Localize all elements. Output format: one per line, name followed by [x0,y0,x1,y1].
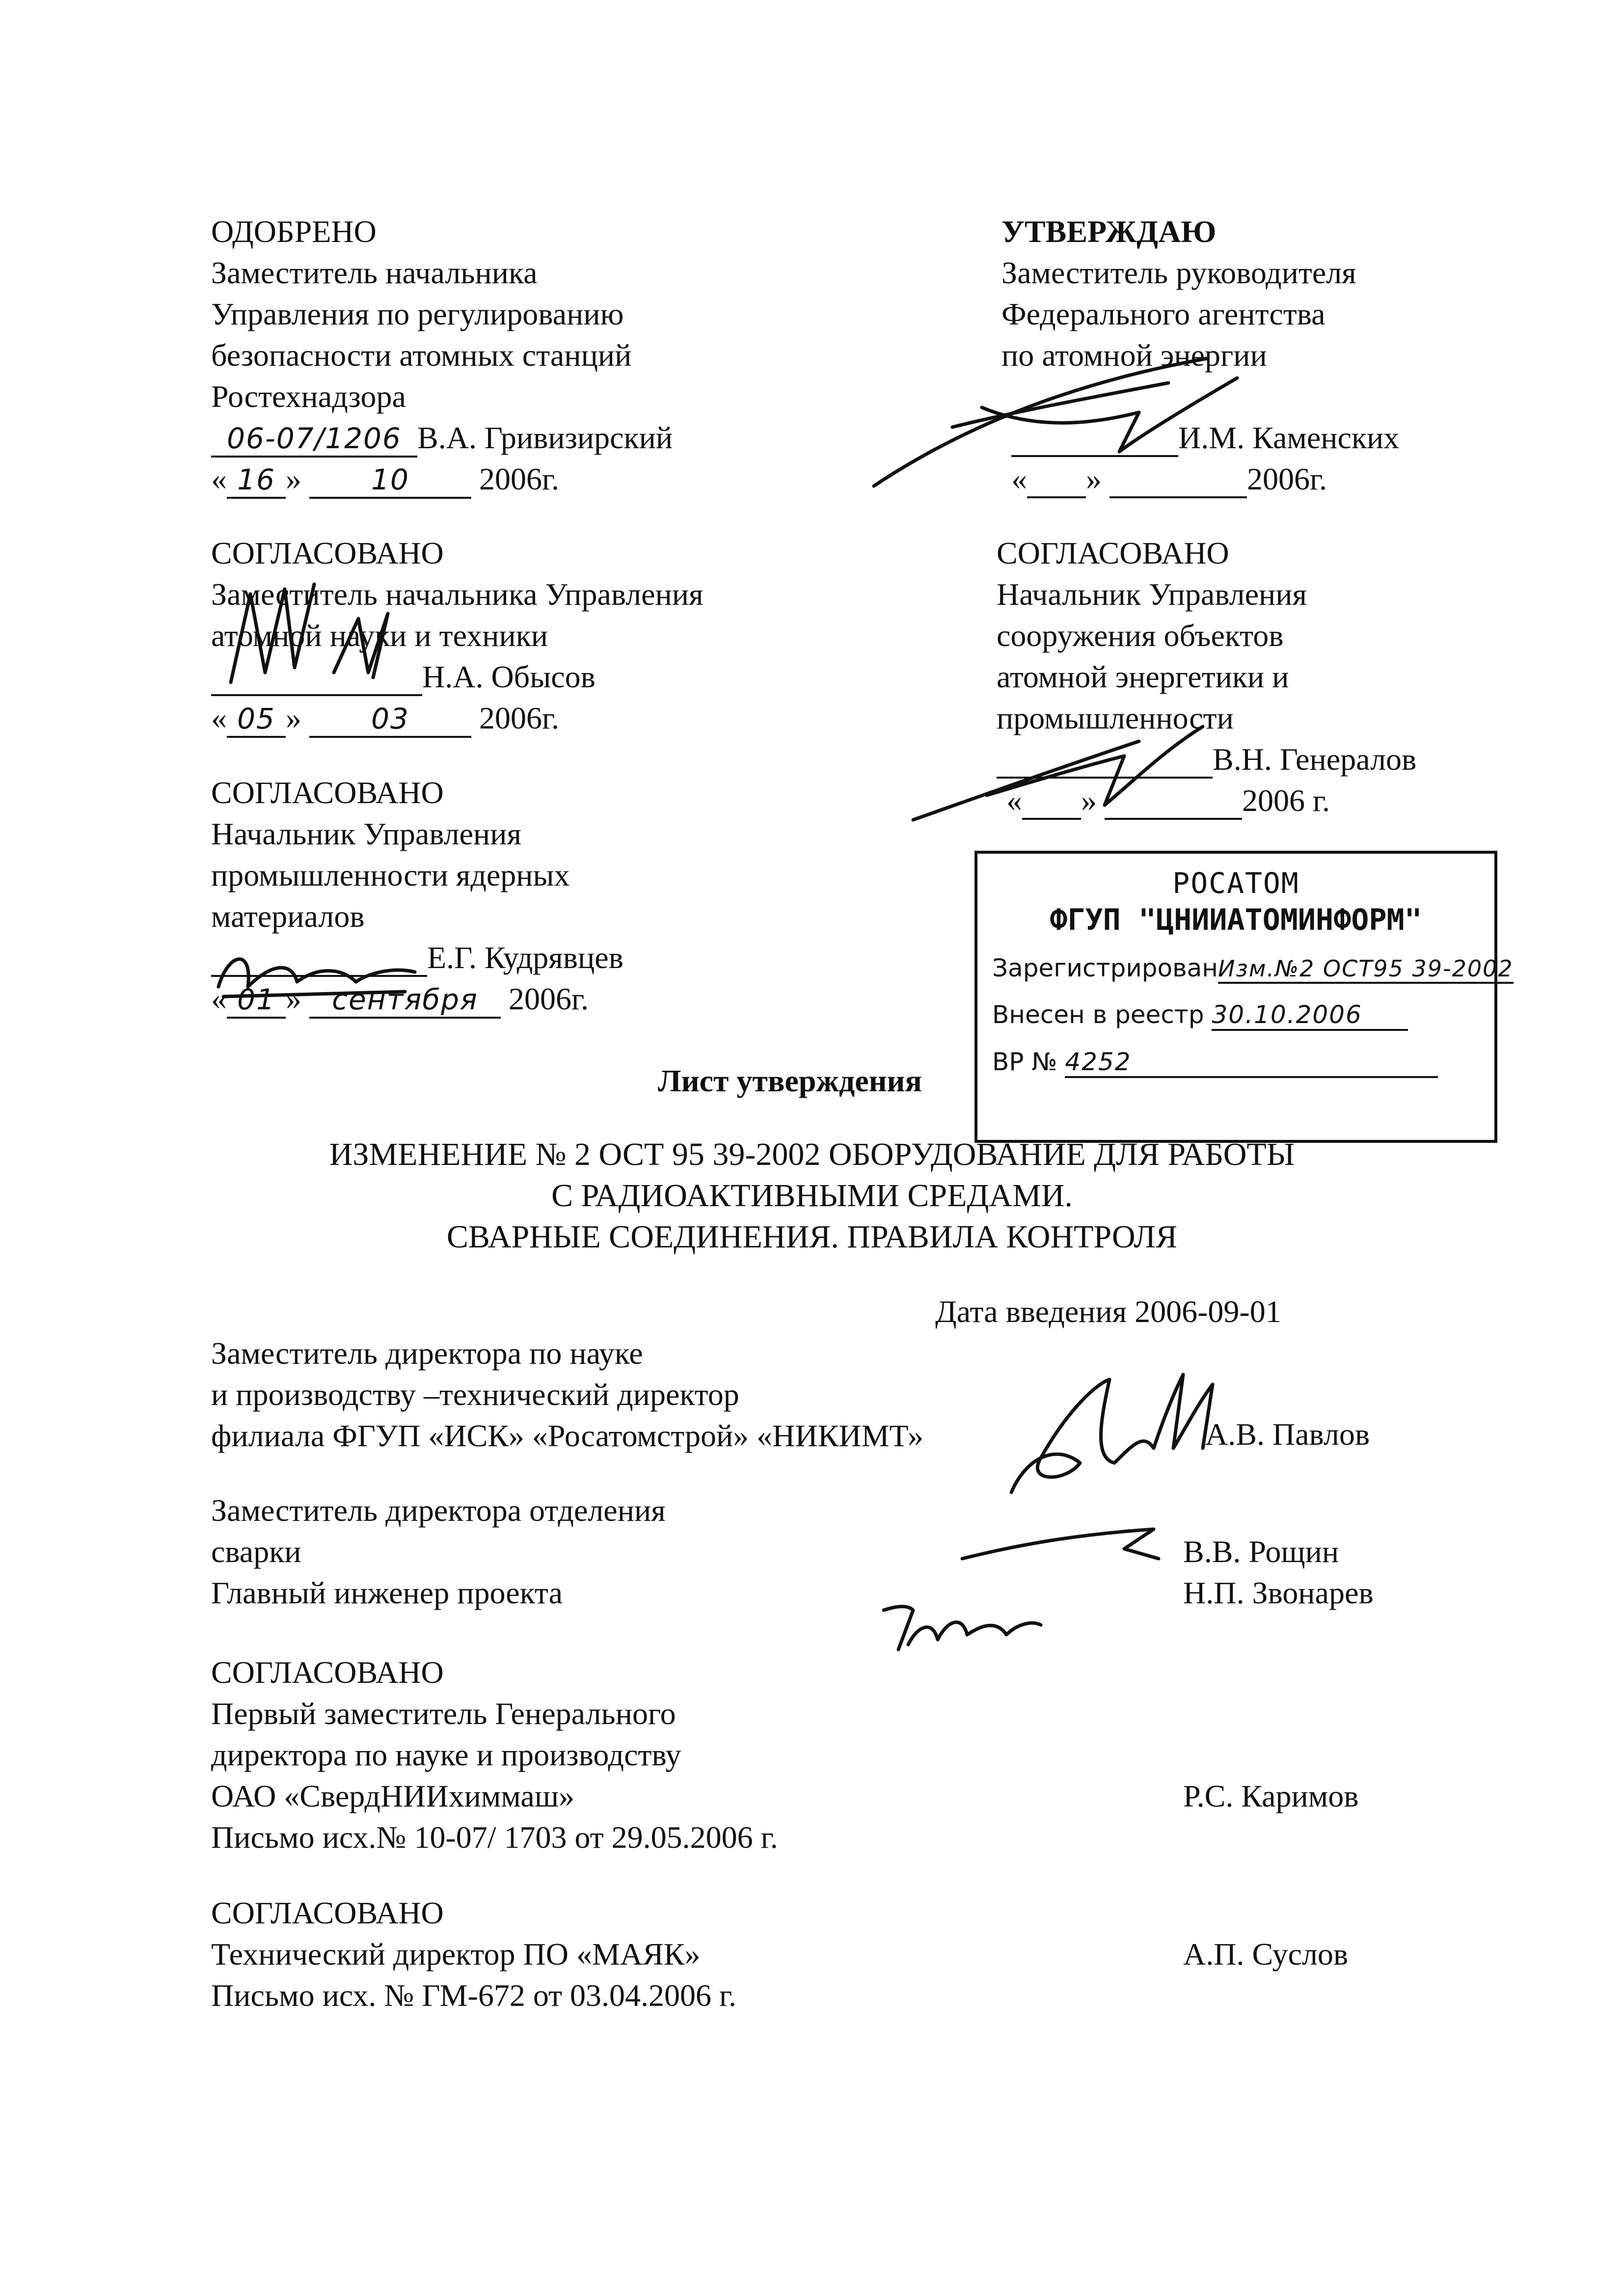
agreed-3-date-day: 01 [227,982,286,1019]
agreed-5-line: Письмо исх. № ГМ-672 от 03.04.2006 г. [211,1978,736,2013]
agreed-5-heading: СОГЛАСОВАНО [211,1895,444,1930]
approved-date-line: « 16 » 10 2006г. [211,459,673,500]
signature-kudryavtsev [209,933,420,1006]
approved-date-month: 10 [309,462,471,499]
confirm-position-line: по атомной энергии [1001,338,1267,373]
signer-name: Н.П. Звонарев [1183,1575,1374,1610]
intro-date: Дата введения 2006-09-01 [935,1294,1281,1329]
confirm-position-line: Федерального агентства [1001,297,1326,331]
title-line: С РАДИОАКТИВНЫМИ СРЕДАМИ. [551,1178,1073,1214]
agreed-3-year: 2006г. [509,981,589,1016]
signer-position-line: и производству –технический директор [211,1377,739,1412]
document-title [0,1134,1624,1258]
agreed-4-block [211,1652,778,1858]
stamp-agency: РОСАТОМ [1172,866,1299,900]
signature-kamenskih [864,353,1247,491]
agreed-2-position-line: промышленности [997,701,1234,735]
confirm-position-line: Заместитель руководителя [1001,255,1356,290]
approved-position-line: Заместитель начальника [211,255,538,290]
signer-position-line: Главный инженер проекта [211,1575,563,1610]
approved-name: В.А. Гривизирский [417,420,673,455]
signature-zvonarev [879,1591,1046,1659]
agreed-2-position-line: сооружения объектов [997,618,1284,653]
confirm-date-line: « » 2006г. [1001,459,1399,500]
stamp-registry-label: Внесен в реестр [992,1000,1204,1029]
signer-name: А.В. Павлов [1205,1417,1370,1452]
stamp-registry-value: 30.10.2006 [1212,1000,1408,1031]
stamp-registry-row [992,1000,1494,1031]
stamp-registered-row [992,954,1514,984]
approved-year: 2006г. [479,461,560,496]
agreed-2-year: 2006 г. [1242,783,1330,818]
sheet-label: Лист утверждения [658,1063,922,1098]
agreed-3-position-line: промышленности ядерных [211,858,570,892]
agreed-3-position-line: материалов [211,899,365,934]
agreed-1-date-month: 03 [309,702,471,738]
title-line: ИЗМЕНЕНИЕ № 2 ОСТ 95 39-2002 ОБОРУДОВАНИЕ ДЛЯ РАБОТЫ [329,1136,1295,1172]
approved-position-line: Ростехнадзора [211,379,406,414]
agreed-3-date-month: сентября [309,982,501,1019]
agreed-2-date-line: « » 2006 г. [997,780,1416,821]
approved-date-day: 16 [227,462,286,499]
signature-generalov [908,722,1213,825]
agreed-1-position-line: атомной науки и техники [211,618,548,653]
registration-stamp [974,851,1514,1143]
agreed-4-heading: СОГЛАСОВАНО [211,1655,444,1690]
agreed-2-position-line: Начальник Управления [997,577,1307,612]
approved-signature-line [211,417,673,459]
agreed-1-year: 2006г. [479,701,560,735]
approved-position-line: Управления по регулированию [211,297,624,331]
stamp-organization: ФГУП "ЦНИИАТОМИНФОРМ" [1050,903,1422,937]
signature-pavlov [997,1365,1222,1502]
stamp-registered-value: Изм.№2 ОСТ95 39-2002 [1218,955,1514,984]
agreed-3-date-line: « 01 » сентября 2006г. [211,978,623,1020]
approved-handwritten-date: 06-07/1206 [211,421,417,458]
agreed-4-line: директора по науке и производству [211,1737,681,1772]
approved-block [211,211,673,500]
agreed-1-position-line: Заместитель начальника Управления [211,577,704,612]
signer-position-line: сварки [211,1534,301,1569]
signature-obysov [211,574,427,692]
confirm-heading: УТВЕРЖДАЮ [1001,214,1217,249]
agreed-4-line: ОАО «СвердНИИхиммаш» [211,1779,575,1813]
stamp-vr-value: 4252 [1065,1048,1438,1078]
stamp-vr-label: ВР № [992,1048,1057,1076]
agreed-3-position-line: Начальник Управления [211,816,521,851]
signer-position-line: Заместитель директора отделения [211,1493,666,1528]
confirm-name: И.М. Каменских [1178,420,1400,455]
agreed-4-name: Р.С. Каримов [1183,1779,1359,1813]
agreed-4-line: Первый заместитель Генерального [211,1696,676,1731]
agreed-1-name: Н.А. Обысов [422,659,595,694]
approved-heading: ОДОБРЕНО [211,214,377,249]
agreed-3-heading: СОГЛАСОВАНО [211,775,444,810]
signer-block [211,1333,923,1457]
signer-block [211,1490,666,1614]
agreed-2-heading: СОГЛАСОВАНО [997,536,1229,570]
stamp-vr-row [992,1048,1494,1078]
agreed-1-date-line: « 05 » 03 2006г. [211,698,704,739]
agreed-5-name: А.П. Суслов [1183,1937,1349,1972]
agreed-5-block [211,1892,736,2016]
signer-position-line: филиала ФГУП «ИСК» «Росатомстрой» «НИКИМТ» [211,1418,923,1453]
agreed-1-date-day: 05 [227,702,286,738]
agreed-5-line: Технический директор ПО «МАЯК» [211,1937,701,1972]
title-line: СВАРНЫЕ СОЕДИНЕНИЯ. ПРАВИЛА КОНТРОЛЯ [446,1219,1178,1255]
approved-position-line: безопасности атомных станций [211,338,632,373]
agreed-4-line: Письмо исх.№ 10-07/ 1703 от 29.05.2006 г. [211,1820,778,1855]
agreed-2-name: В.Н. Генералов [1213,742,1417,777]
signature-roshchin [957,1519,1164,1573]
signer-name: В.В. Рощин [1183,1534,1339,1569]
stamp-registered-label: Зарегистрирован [992,954,1218,982]
signer-position-line: Заместитель директора по науке [211,1336,643,1371]
agreed-2-position-line: атомной энергетики и [997,659,1289,694]
agreed-1-heading: СОГЛАСОВАНО [211,536,444,570]
confirm-year: 2006г. [1247,461,1327,496]
agreed-3-name: Е.Г. Кудрявцев [427,940,623,975]
